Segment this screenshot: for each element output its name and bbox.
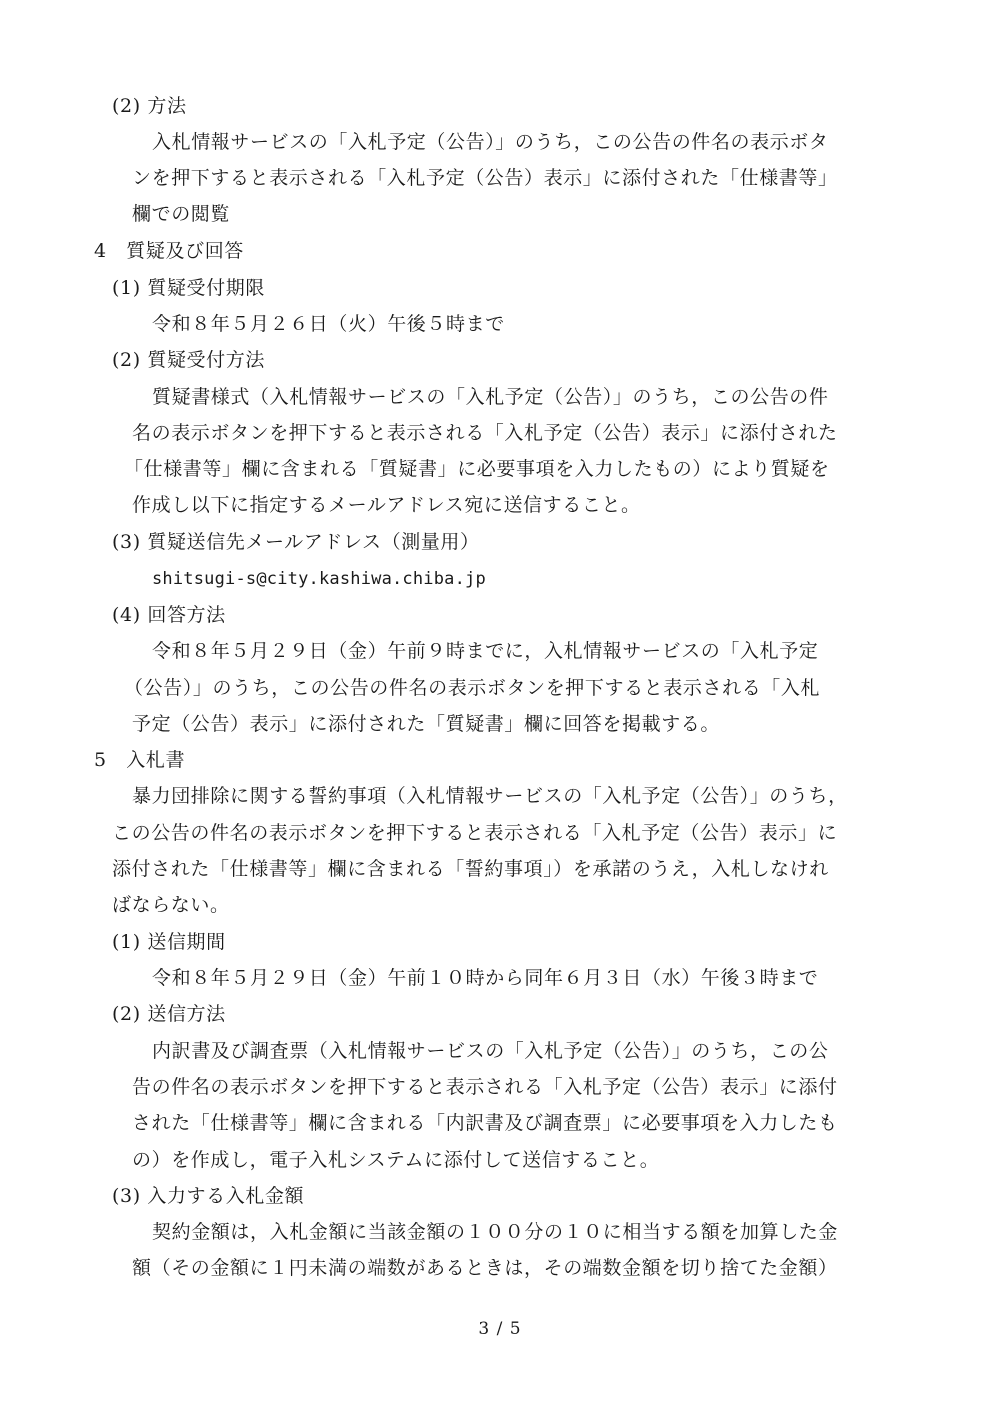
paragraph-line: 予定（公告）表示」に添付された「質疑書」欄に回答を掲載する。	[132, 713, 721, 735]
subheading-question-email: (3) 質疑送信先メールアドレス（測量用）	[112, 531, 480, 553]
paragraph-line: 令和８年５月２９日（金）午前１０時から同年６月３日（水）午後３時まで	[152, 967, 819, 989]
paragraph-line: 欄での閲覧	[132, 203, 231, 225]
paragraph-line: 添付された「仕様書等」欄に含まれる「誓約事項」）を承諾のうえ，入札しなけれ	[112, 858, 829, 880]
subheading-submission-period: (1) 送信期間	[112, 931, 226, 953]
paragraph-line: ばならない。	[112, 894, 230, 916]
paragraph-line: 作成し以下に指定するメールアドレス宛に送信すること。	[132, 494, 641, 516]
subheading-method: (2) 方法	[112, 95, 187, 117]
email-address-link[interactable]: shitsugi-s@city.kashiwa.chiba.jp	[152, 569, 486, 589]
paragraph-line: 名の表示ボタンを押下すると表示される「入札予定（公告）表示」に添付された	[132, 422, 838, 444]
subheading-answer-method: (4) 回答方法	[112, 604, 226, 626]
heading-questions-answers: 4 質疑及び回答	[94, 240, 244, 262]
paragraph-line: 暴力団排除に関する誓約事項（入札情報サービスの「入札予定（公告）」のうち，	[132, 785, 848, 807]
paragraph-line: 令和８年５月２９日（金）午前９時までに，入札情報サービスの「入札予定	[152, 640, 819, 662]
heading-bid-document: 5 入札書	[94, 749, 186, 771]
subheading-question-method: (2) 質疑受付方法	[112, 349, 265, 371]
paragraph-line: された「仕様書等」欄に含まれる「内訳書及び調査票」に必要事項を入力したも	[132, 1112, 838, 1134]
paragraph-line: 額（その金額に１円未満の端数があるときは，その端数金額を切り捨てた金額）	[132, 1257, 838, 1279]
paragraph-line: 契約金額は，入札金額に当該金額の１００分の１０に相当する額を加算した金	[152, 1221, 839, 1243]
paragraph-line: （公告）」のうち，この公告の件名の表示ボタンを押下すると表示される「入札	[124, 677, 821, 699]
paragraph-line: この公告の件名の表示ボタンを押下すると表示される「入札予定（公告）表示」に	[112, 822, 838, 844]
paragraph-line: 告の件名の表示ボタンを押下すると表示される「入札予定（公告）表示」に添付	[132, 1076, 838, 1098]
page-number: 3 / 5	[478, 1319, 522, 1339]
paragraph-line: 入札情報サービスの「入札予定（公告）」のうち，この公告の件名の表示ボタ	[152, 131, 829, 153]
paragraph-line: 「仕様書等」欄に含まれる「質疑書」に必要事項を入力したもの）により質疑を	[124, 458, 830, 480]
subheading-question-deadline: (1) 質疑受付期限	[112, 277, 265, 299]
paragraph-line: 内訳書及び調査票（入札情報サービスの「入札予定（公告）」のうち，この公	[152, 1040, 829, 1062]
subheading-bid-amount: (3) 入力する入札金額	[112, 1185, 305, 1207]
paragraph-line: 令和８年５月２６日（火）午後５時まで	[152, 313, 505, 335]
paragraph-line: ンを押下すると表示される「入札予定（公告）表示」に添付された「仕様書等」	[132, 167, 838, 189]
paragraph-line: 質疑書様式（入札情報サービスの「入札予定（公告）」のうち，この公告の件	[152, 386, 829, 408]
subheading-submission-method: (2) 送信方法	[112, 1003, 226, 1025]
paragraph-line: の）を作成し，電子入札システムに添付して送信すること。	[132, 1149, 660, 1171]
